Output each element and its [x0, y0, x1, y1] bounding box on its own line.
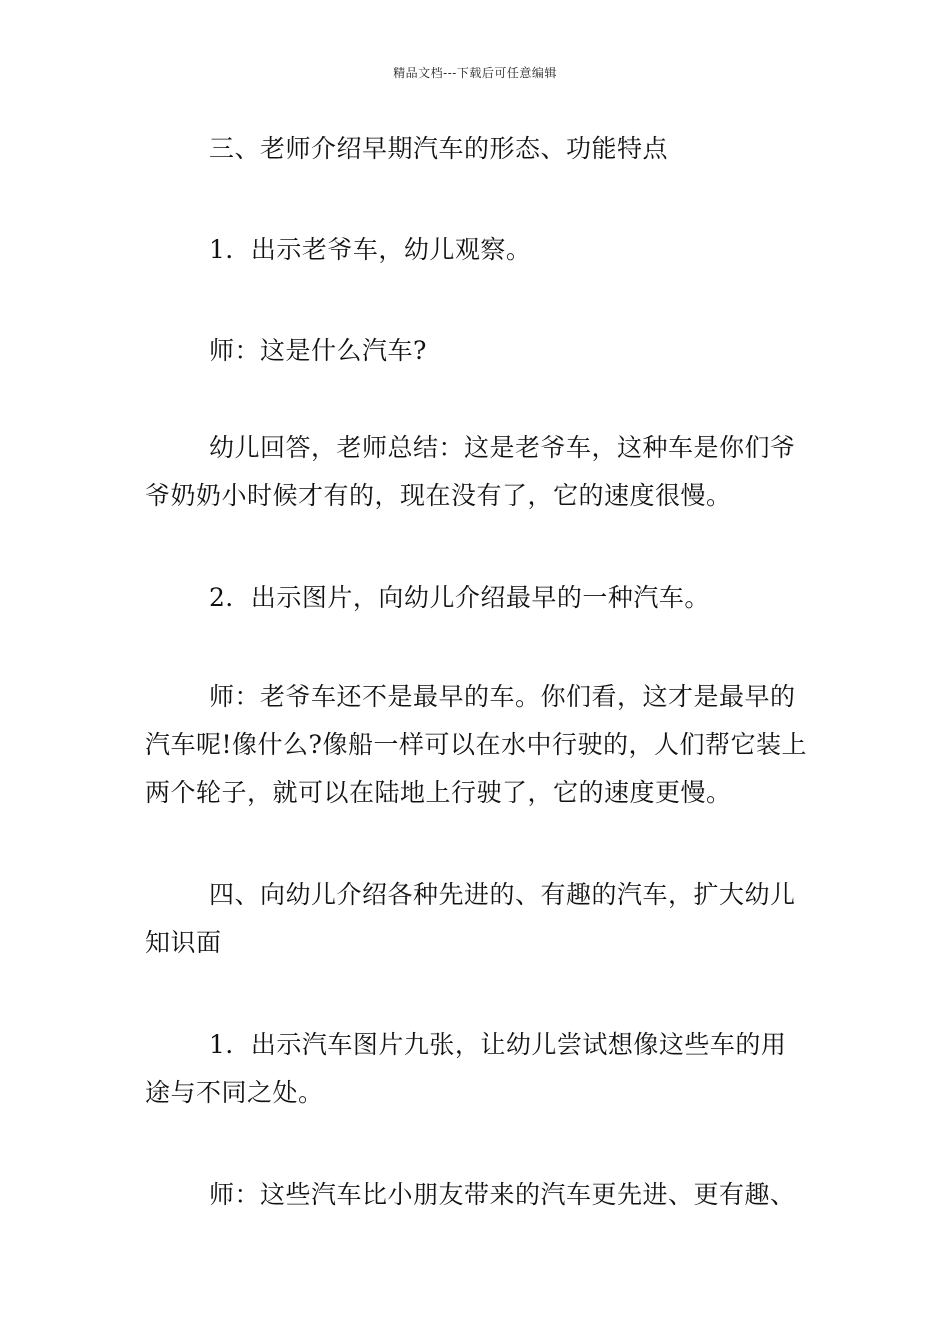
paragraph-teacher-question: 师：这是什么汽车?: [209, 336, 427, 365]
paragraph-nine-pictures: 1．出示汽车图片九张，让幼儿尝试想像这些车的用途与不同之处。: [145, 1030, 787, 1107]
paragraph-earliest-car: 师：老爷车还不是最早的车。你们看，这才是最早的汽车呢!像什么?像船一样可以在水中行驶的，人们帮它装上两个轮子，就可以在陆地上行驶了，它的速度更慢。: [145, 682, 807, 807]
paragraph-item-1: 1．出示老爷车，幼儿观察。: [209, 235, 532, 264]
section-heading-4: 四、向幼儿介绍各种先进的、有趣的汽车，扩大幼儿知识面: [145, 880, 796, 957]
section-heading-3: 三、老师介绍早期汽车的形态、功能特点: [209, 134, 669, 163]
paragraph-item-2: 2．出示图片，向幼儿介绍最早的一种汽车。: [209, 583, 710, 612]
page-header: 精品文档---下载后可任意编辑: [393, 66, 557, 80]
paragraph-teacher-summary: 幼儿回答，老师总结：这是老爷车，这种车是你们爷爷奶奶小时候才有的，现在没有了，它的速度很慢。: [145, 433, 796, 510]
paragraph-advanced-cars: 师：这些汽车比小朋友带来的汽车更先进、更有趣、: [209, 1180, 796, 1209]
